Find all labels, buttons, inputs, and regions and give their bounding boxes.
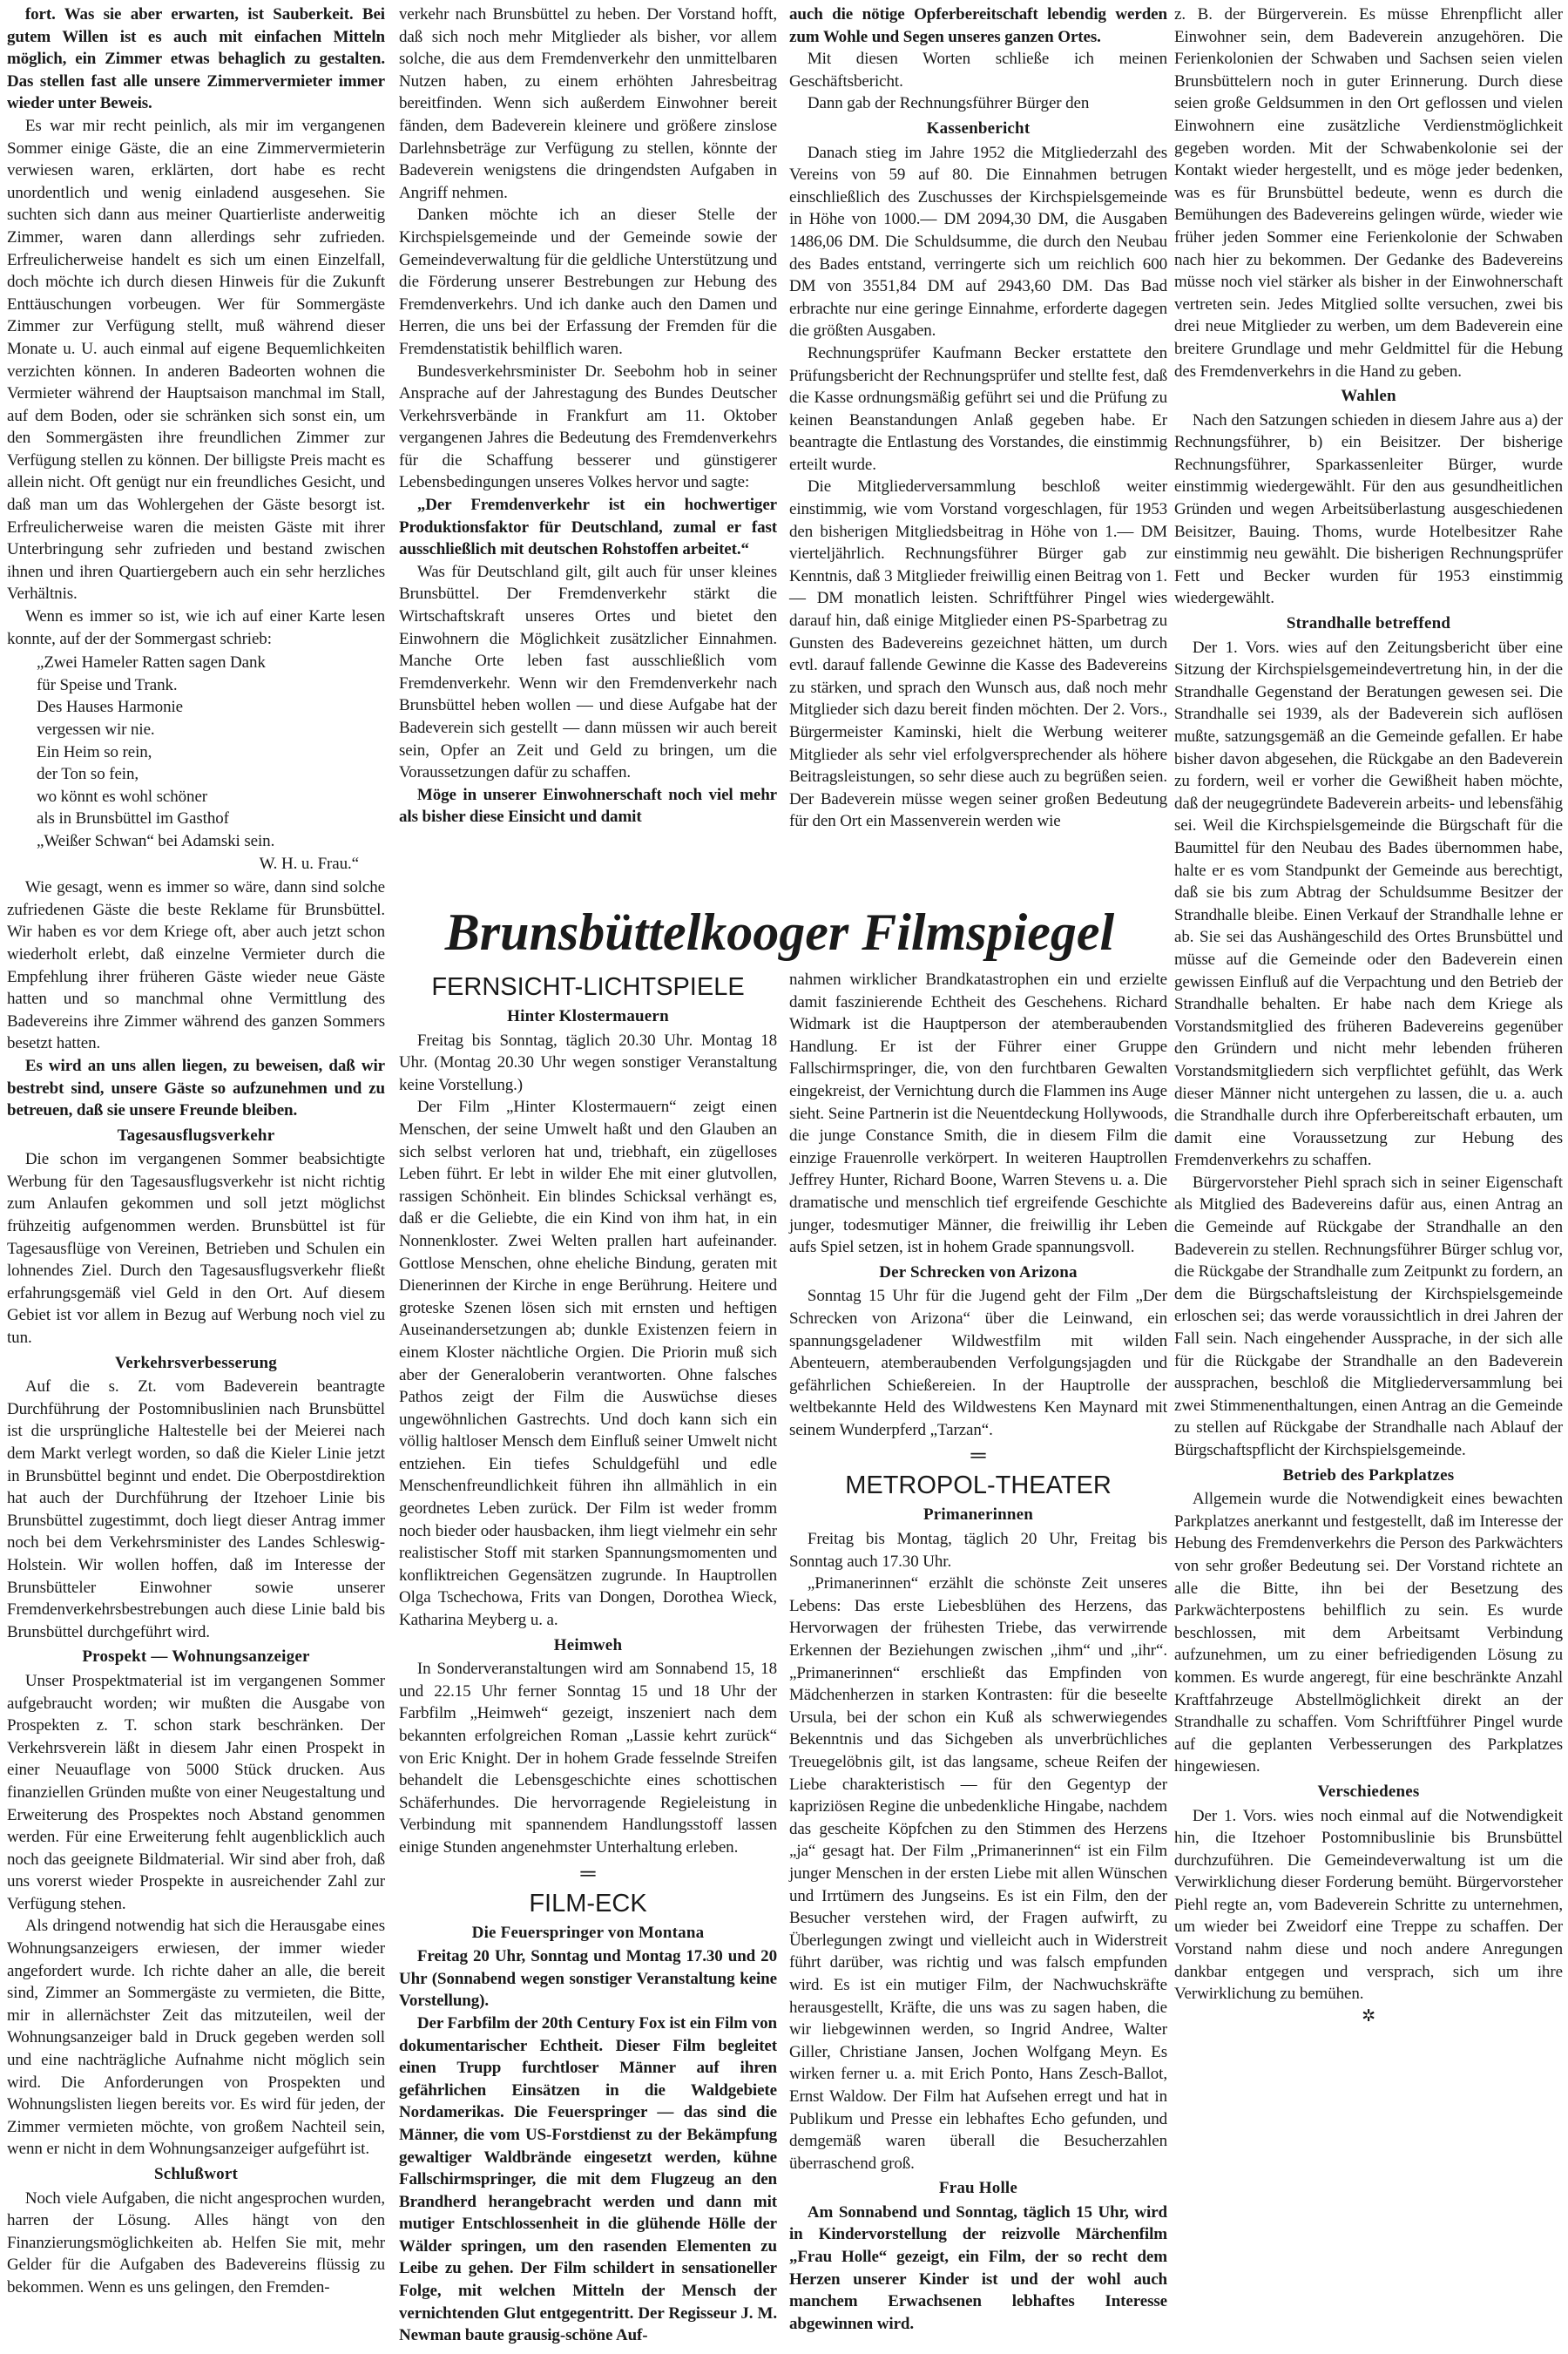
section-heading: Der Schrecken von Arizona [879,1262,1078,1282]
paragraph: Freitag bis Sonntag, täglich 20.30 Uhr. Montag 18 Uhr. (Montag 20.30 Uhr wegen sonstiger Veranstaltung keine Vorstellung.) [399,1031,777,1094]
paragraph: Was für Deutschland gilt, gilt auch für unser kleines Brunsbüttel. Der Fremdenverkehr stärkt die Wirtschaftskraft unseres Ortes und bietet den Einwohnern die Möglichkeit zusätzlicher Einnahmen. Manche Orte leben fast ausschließlich vom Fremdenverkehr. Wenn wir den Fremdenverkehr nach Brunsbüttel heben wollen — und diese Aufgabe hat der Badeverein sich gestellt — dann müssen wir auch bereit sein, Opfer an Zeit und Geld zu bringen, um die Voraussetzungen dafür zu schaffen. [399,562,777,782]
article-column-2 [399,3,777,829]
section-heading: Verkehrsverbesserung [115,1353,277,1372]
poem-line: „Zwei Hameler Ratten sagen Dank [37,653,266,673]
cinema-heading: FERNSICHT-LICHTSPIELE [431,973,745,1001]
section-heading: Prospekt — Wohnungsanzeiger [82,1647,310,1667]
paragraph: Mit diesen Worten schließe ich meinen Geschäftsbericht. [789,50,1167,91]
poem [37,652,385,875]
paragraph: Danach stieg im Jahre 1952 die Mitgliederzahl des Vereins von 59 auf 80. Die Einnahmen betrugen einschließlich des Zuschusses der Kirchspielsgemeinde in Höhe von 1000.— DM 2094,30 DM, die Ausgaben 1486,06 DM. Die Schuldsumme, die durch den Neubau des Bades entstand, verringerte sich um reichlich 600 DM von 3551,84 DM auf 2943,60 DM. Das Bad erbrachte nur eine geringe Einnahme, erforderte dagegen die größten Ausgaben. [789,143,1167,341]
paragraph: Der Farbfilm der 20th Century Fox ist ein Film von dokumentarischer Echtheit. Dieser Film begleitet einen Trupp furchtloser Männer auf ihren gefährlichen Einsätzen in die Waldgebiete Nordamerikas. Die Feuerspringer — das sind die Männer, die vom US-Forstdienst zu der Bekämpfung gewaltiger Waldbrände eingesetzt werden, kühne Fallschirmspringer, die mit dem Flugzeug an den Brandherd herangebracht werden und dann mit mutiger Entschlossenheit in die glühende Hölle der Wälder springen, um den rasenden Elementen zu Leibe zu gehen. Der Film schildert in sensationeller Folge, mit welchen Mitteln der Mensch der vernichtenden Glut entgegentritt. Der Regisseur J. M. Newman baute grausig-schöne Auf- [399,2013,777,2345]
paragraph: Auf die s. Zt. vom Badeverein beantragte Durchführung der Postomnibuslinien nach Brunsbüttel ist die ursprüngliche Haltestelle bei der Meierei nach dem Markt verlegt worden, so daß die Kieler Linie jetzt in Brunsbüttel beginnt und endet. Die Oberpostdirektion hat auch der Durchführung der Itzehoer Linie bis Brunsbüttel zugestimmt, doch liegt dieser Antrag immer noch bei dem Verkehrsminister des Landes Schleswig-Holstein. Wir wollen hoffen, daß im Interesse der Brunsbütteler Einwohner sowie unserer Fremdenverkehrsbestrebungen auch diese Linie bald bis Brunsbüttel durchgeführt wird. [7,1377,385,1641]
article-column-4 [1174,3,1563,2027]
filmspiegel-column-right [789,969,1167,2335]
paragraph: Der 1. Vors. wies noch einmal auf die Notwendigkeit hin, die Itzehoer Postomnibuslinie bis Brunsbüttel durchzuführen. Die Gemeindeverwaltung ist um die Verwirklichung dieser Forderung bemüht. Bürgervorsteher Piehl regte an, vom Badeverein Schritte zu unternehmen, um wieder bei Zweidorf eine Treppe zu schaffen. Der Vorstand nahm diese und noch andere Anregungen dankbar entgegen und versprach, sich um ihre Verwirklichung zu bemühen. [1174,1806,1563,2004]
poem-line: der Ton so fein, [37,765,139,784]
paragraph: Die schon im vergangenen Sommer beabsichtigte Werbung für den Tagesausflugsverkehr ist nicht richtig zum Anlaufen gekommen und soll jetzt möglichst frühzeitig aufgenommen werden. Brunsbüttel ist für Tagesausflüge von Vereinen, Betrieben und Schulen ein lohnendes Ziel. Durch den Tagesausflugsverkehr fließt erfahrungsgemäß viel Geld in den Ort. Auf diesem Gebiet ist vor allem in Bezug auf Werbung noch viel zu tun. [7,1150,385,1348]
paragraph: verkehr nach Brunsbüttel zu heben. Der Vorstand hofft, daß sich noch mehr Mitglieder als bisher, vor allem solche, die aus dem Fremdenverkehr den unmittelbaren Nutzen haben, zu einem erhöhten Jahresbeitrag bereitfinden. Wenn sich außerdem Einwohner bereit fänden, dem Badeverein kleinere und größere zinslose Darlehnsbeträge zur Verfügung zu stellen, könnte der Badeverein wenigstens die dringendsten Aufgaben in Angriff nehmen. [399,5,777,202]
paragraph: z. B. der Bürgerverein. Es müsse Ehrenpflicht aller Einwohner sein, dem Badeverein anzugehören. Die Ferienkolonien der Schwaben und Sachsen seien vielen Brunsbüttelern noch in guter Erinnerung. Durch diese seien große Geldsummen in den Ort geflossen und vielen Einwohnern eine zusätzliche Verdienstmöglichkeit gegeben worden. Mit der Schwabenkolonie sei der Kontakt wieder hergestellt, und es möge jeder bedenken, was es für Brunsbüttel bedeute, wenn es durch die Bemühungen des Badevereins gelingen würde, wieder wie früher jeden Sommer eine Ferienkolonie der Schwaben nach hier zu bekommen. Der Gedanke des Badevereins müsse noch viel stärker als bisher in der Einwohnerschaft vertreten sein. Jedes Mitglied sollte versuchen, zwei bis drei neue Mitglieder zu werben, um dem Badeverein eine breitere Grundlage und mehr Geldmittel für die Hebung des Fremdenverkehrs in die Hand zu geben. [1174,5,1563,381]
paragraph: In Sonderveranstaltungen wird am Sonnabend 15, 18 und 22.15 Uhr ferner Sonntag 15 und 18 Uhr der Farbfilm „Heimweh“ gezeigt, inszeniert nach dem bekannten erfolgreichen Roman „Lassie kehrt zurück“ von Eric Knight. Der in hohem Grade fesselnde Streifen behandelt die Lebensgeschichte eines schottischen Schäferhundes. Die hervorragende Regieleistung in Verbindung mit spannendem Handlungsstoff lassen einige Stunden angenehmster Unterhaltung erleben. [399,1660,777,1857]
section-heading: Verschiedenes [1317,1782,1420,1801]
paragraph: Möge in unserer Einwohnerschaft noch viel mehr als bisher diese Einsicht und damit [399,785,777,827]
paragraph: Sonntag 15 Uhr für die Jugend geht der Film „Der Schrecken von Arizona“ über die Leinwand, ein spannungsgeladener Wildwestfilm mit wilden Abenteuern, atemberaubenden Verfolgungsjagden und gefährlichen Schießereien. In der Hauptrolle der weltbekannte Held des Wildwestens Ken Maynard mit seinem Wunderpferd „Tarzan“. [789,1287,1167,1439]
poem-line: als in Brunsbüttel im Gasthof [37,809,229,829]
filmspiegel-title: Brunsbüttelkooger Filmspiegel [444,903,1115,961]
paragraph: nahmen wirklicher Brandkatastrophen ein und erzielte damit faszinierende Echtheit des Geschehens. Richard Widmark ist die Hauptperson der atemberaubenden Handlung. Er ist der Führer einer Gruppe Fallschirmspringer, die, von den furchtbaren Gewalten eingekreist, der Vernichtung durch die Flammen ins Auge sieht. Seine Partnerin ist die Neuentdeckung Hollywoods, die junge Constance Smith, die in diesem Film die einzige Frauenrolle verkörpert. In weiteren Hauptrollen Jeffrey Hunter, Richard Boone, Warren Stevens u. a. Die dramatische und menschlich tief ergreifende Geschichte junger, todesmutiger Männer, die freiwillig ihr Leben aufs Spiel setzen, ist in hohem Grade spannungsvoll. [789,971,1167,1257]
paragraph: Freitag bis Montag, täglich 20 Uhr, Freitag bis Sonntag auch 17.30 Uhr. [789,1530,1167,1571]
paragraph: Der 1. Vors. wies auf den Zeitungsbericht über eine Sitzung der Kirchspielsgemeindevertretung hin, in der die Strandhalle Gegenstand der Beratungen gewesen sei. Die Strandhalle sei 1939, als der Badeverein sich auflösen mußte, satzungsgemäß an die Gemeinde gefallen. Er habe bisher davon abgesehen, die Rückgabe an den Badeverein zu fordern, weil er vorher die Gewißheit haben möchte, daß der neugegründete Badeverein arbeits- und lebensfähig sei. Weil die Kirchspielsgemeinde die Bürgschaft für die Baumittel für den Neubau des Bades übernommen habe, halte er es vom Standpunkt der Gemeinde aus berechtigt, daß sie bis zum Abtrag der Schuldsumme Besitzer der Strandhalle bleibe. Einen Verkauf der Strandhalle lehne er ab. Sie sei das Aushängeschild des Ortes Brunsbüttel und müsse auf die Gemeinde oder den Badeverein einen gewissen Einfluß auf die Verpachtung und den Betrieb der Strandhalle behalten. Er habe nach dem Kriege als Vorstandsmitglied des früheren Badevereins gegenüber den Gründern und nicht mehr lebenden früheren Vorstandsmitgliedern sich verpflichtet gefühlt, das Werk dieser Männer nicht untergehen zu lassen, die u. a. auch die Strandhalle durch ihre Opferbereitschaft erbauten, um damit eine Voraussetzung zur Hebung des Fremdenverkehrs zu schaffen. [1174,638,1563,1170]
poem-line: Des Hauses Harmonie [37,698,183,717]
section-heading: Heimweh [553,1635,623,1654]
poem-signature: W. H. u. Frau.“ [259,854,359,873]
paragraph: „Der Fremdenverkehr ist ein hochwertiger Produktionsfaktor für Deutschland, zumal er fast ausschließlich mit deutschen Rohstoffen arbeitet.“ [399,496,777,559]
section-heading: Frau Holle [938,2179,1018,2198]
divider: ═ [580,1862,596,1885]
paragraph: Es war mir recht peinlich, als mir im vergangenen Sommer einige Gäste, die an eine Zimmervermieterin verwiesen waren, erklärten, dort habe es recht unordentlich und wenig einladend ausgesehen. Sie suchten sich dann aus meiner Quartierliste anderweitig Zimmer, waren dann allerdings sehr zufrieden. Erfreulicherweise handelt es sich um einen Einzelfall, doch möchte ich durch diesen Hinweis für die Zukunft Enttäuschungen vorbeugen. Wer für Sommergäste Zimmer zur Verfügung stellt, muß während dieser Monate u. U. auch einmal auf eigene Bequemlichkeiten verzichten können. In anderen Badeorten wohnen die Vermieter während der Hauptsaison manchmal im Stall, auf dem Boden, oder sie schränken sich sonst ein, um den Sommergästen ihre freundlichen Zimmer zur Verfügung stellen zu können. Der billigste Preis macht es allein nicht. Oft genügt nur ein freundliches Gesicht, und daß man um das Wohlergehen der Gäste besorgt ist. Erfreulicherweise waren die meisten Gäste mit ihrer Unterbringung sehr zufrieden und bestand zwischen ihnen und ihren Quartiergebern auch ein sehr herzliches Verhältnis. [7,116,385,604]
filmspiegel-column-left [399,969,777,2347]
paragraph: Die Mitgliederversammlung beschloß weiter einstimmig, wie vom Vorstand vorgeschlagen, für 1953 den bisherigen Mitgliedsbeitrag in Höhe von 1.— DM vierteljährlich. Rechnungsführer Bürger gab zur Kenntnis, daß 3 Mitglieder freiwillig einen Beitrag von 1.— DM monatlich leisten. Schriftführer Pingel wies darauf hin, daß einige Mitglieder einen PS-Sparbetrag zu Gunsten des Badevereins gezeichnet hätten, um durch evtl. darauf fallende Gewinne die Kasse des Badevereins zu stärken, und sprach den Wunsch aus, daß noch mehr Mitglieder sich dazu bereit finden möchten. Der 2. Vors., Bürgermeister Kaminski, hielt die Werbung weiterer Mitglieder als sehr viel erfolgversprechender als höhere Beitragsleistungen, so sehr diese auch zu begrüßen seien. Der Badeverein müsse wegen seiner großen Bedeutung für den Ort ein Massenverein werden wie [789,477,1167,831]
cinema-heading: METROPOL-THEATER [845,1471,1112,1500]
article-column-1 [7,3,385,2299]
poem-line: für Speise und Trank. [37,675,178,694]
paragraph: Wenn es immer so ist, wie ich auf einer Karte lesen konnte, auf der der Sommergast schrieb: [7,607,385,648]
paragraph: „Primanerinnen“ erzählt die schönste Zeit unseres Lebens: Das erste Liebesblühen des Herzens, das Hervorwagen der frühesten Triebe, das verwirrende Erkennen der Beziehungen zwischen „ihm“ und „ihr“. „Primanerinnen“ erschließt das Empfinden von Mädchenherzen in starken Kontrasten: für die beseelte Ursula, bei der schon ein Kuß als schwerwiegendes Bekenntnis und das Sichgeben als unverbrüchliches Treuegelöbnis gilt, ist das langsame, scheue Reifen der Liebe charakteristisch — für den Gegentyp der kapriziösen Regine die unbedenkliche Hingabe, nachdem das gescheite Köpfchen zu den Stimmen des Herzens „ja“ gesagt hat. Der Film „Primanerinnen“ ist ein Film junger Menschen in der ersten Liebe mit allen Wünschen und Irrtümern des Jungseins. Es ist ein Film, den der Besucher verstehen wird, der Fragen aufwirft, zu Überlegungen zwingt und vielleicht auch in Widerstreit führt darüber, was richtig und was falsch empfunden wird. Es ist ein mutiger Film, der Nachwuchskräfte herausgestellt, Kräfte, die uns was zu sagen haben, die wir liebgewinnen werden, so Ingrid Andree, Walter Giller, Christiane Jansen, Jochen Wolfgang Meyn. Es wirken ferner u. a. mit Erich Ponto, Hans Zesch-Ballot, Ernst Waldow. Der Film hat Aufsehen erregt und hat in Publikum und Presse ein lebhaftes Echo gefunden, und demgemäß waren überall die Besucherzahlen überraschend groß. [789,1574,1167,2173]
poem-line: „Weißer Schwan“ bei Adamski sein. [37,831,275,850]
poem-line: vergessen wir nie. [37,720,155,739]
paragraph: Der Film „Hinter Klostermauern“ zeigt einen Menschen, der seine Umwelt haßt und den Glauben an sich selbst verloren hat und, triebhaft, ein zügelloses Leben führt. Er lebt in wilder Ehe mit einer glutvollen, rassigen Schönheit. Ein blindes Schicksal verhängt es, daß er die Geliebte, die ein Kind von ihm hat, in ein Nonnenkloster. Zwei Welten prallen hart aufeinander. Gottlose Menschen, ohne eheliche Bindung, geraten mit Dienerinnen der Kirche in enge Berührung. Heitere und groteske Szenen lösen sich mit ernsten und heftigen Auseinandersetzungen ab; dunkle Existenzen feiern in einem Kloster nächtliche Orgien. Die Priorin muß sich aber der Generaloberin verantworten. Ohne falsches Pathos zeigt der Film die Auswüchse dieses ungewöhnlichen Gastrechts. Und doch kann sich ein völlig haltloser Mensch dem Einfluß seiner Umwelt nicht entziehen. Ein tiefes Schuldgefühl und edle Menschenfreundlichkeit führen ihn allmählich in ein geordnetes Leben zurück. Der Film ist weder fromm noch bieder oder hausbacken, ihm liegt vielmehr ein sehr realistischer Stoff mit starken Spannungsmomenten und konfliktreichen Gegensätzen zugrunde. In Hauptrollen Olga Tschechowa, Frits van Dongen, Dorothea Wieck, Katharina Meyberg u. a. [399,1098,777,1630]
paragraph: Unser Prospektmaterial ist im vergangenen Sommer aufgebraucht worden; wir mußten die Ausgabe von Prospekten z. T. schon stark beschränken. Der Verkehrsverein läßt in diesem Jahr einen Prospekt in einer Neuauflage von 5000 Stück drucken. Aus finanziellen Gründen mußte von einer Neugestaltung und Erweiterung des Prospektes noch Abstand genommen werden. Für eine Erweiterung fehlt augenblicklich auch noch das geeignete Bildmaterial. Wir sind aber froh, daß uns vorerst wieder Prospekte in ausreichender Zahl zur Verfügung stehen. [7,1671,385,1913]
section-heading: Kassenbericht [926,118,1031,138]
section-heading: Hinter Klostermauern [507,1007,669,1025]
poem-line: wo könnt es wohl schöner [37,787,208,806]
section-heading: Primanerinnen [923,1505,1034,1525]
paragraph: Danken möchte ich an dieser Stelle der Kirchspielsgemeinde und der Gemeinde sowie der Gemeindeverwaltung für die geldliche Unterstützung und die Förderung unserer Bestrebungen zur Hebung des Fremdenverkehrs. Und ich danke auch den Damen und Herren, die uns bei der Erfassung der Fremden für die Fremdenstatistik behilflich waren. [399,206,777,358]
paragraph: Es wird an uns allen liegen, zu beweisen, daß wir bestrebt sind, unsere Gäste so aufzunehmen und zu betreuen, daß sie unsere Freunde bleiben. [7,1056,385,1120]
section-heading: Schlußwort [154,2165,238,2183]
paragraph: Noch viele Aufgaben, die nicht angesprochen wurden, harren der Lösung. Alles hängt von den Finanzierungsmöglichkeiten ab. Helfen Sie mit, mehr Gelder für die Aufgaben des Badevereins flüssig zu bekommen. Wenn es uns gelingen, den Fremden- [7,2188,385,2297]
paragraph: Bundesverkehrsminister Dr. Seebohm hob in seiner Ansprache auf der Jahrestagung des Bundes Deutscher Verkehrsverbände in Frankfurt am 11. Oktober vergangenen Jahres die Bedeutung des Fremdenverkehrs für die Schaffung besserer und günstigerer Lebensbedingungen unseres Volkes hervor und sagte: [399,362,777,492]
paragraph: Dann gab der Rechnungsführer Bürger den [807,94,1090,113]
paragraph: Am Sonnabend und Sonntag, täglich 15 Uhr, wird in Kindervorstellung der reizvolle Märchenfilm „Frau Holle“ gezeigt, ein Film, der so recht dem Herzen unserer Kinder ist und der wohl auch manchem Erwachsenen lebhaftes Interesse abgewinnen wird. [789,2202,1167,2333]
paragraph: Bürgervorsteher Piehl sprach sich in seiner Eigenschaft als Mitglied des Badevereins dafür aus, einen Antrag an die Gemeinde auf Rückgabe der Strandhalle an den Badeverein zu stellen. Rechnungsführer Bürger schlug vor, die Rückgabe der Strandhalle zum Zeitpunkt zu fordern, an dem die Bürgschaftsleistung der Kirchspielsgemeinde erloschen sei; das werde voraussichtlich in drei Jahren der Fall sein. Nach eingehender Aussprache, in der sich alle für die Rückgabe der Strandhalle an den Badeverein aussprachen, beschloß die Mitgliederversammlung bei zwei Stimmenenthaltungen, einen Antrag an die Gemeinde zu stellen auf Rückgabe der Strandhalle nach Ablauf der Bürgschaftspflicht der Kirchspielsgemeinde. [1174,1173,1563,1459]
section-heading: Strandhalle betreffend [1286,614,1451,633]
article-column-3 [789,3,1167,833]
section-heading: Die Feuerspringer von Montana [471,1923,705,1942]
cinema-heading: FILM-ECK [529,1889,647,1918]
poem-line: Ein Heim so rein, [37,742,152,761]
section-heading: Tagesausflugsverkehr [117,1126,275,1145]
paragraph: Rechnungsprüfer Kaufmann Becker erstattete den Prüfungsbericht der Rechnungsprüfer und stellte fest, daß die Kasse ordnungsmäßig geführt sei und die Prüfung zu keinen Beanstandungen Anlaß gegeben habe. Er beantragte die Entlastung des Vorstandes, die einstimmig erteilt wurde. [789,343,1167,474]
paragraph: Allgemein wurde die Notwendigkeit eines bewachten Parkplatzes anerkannt und festgestellt, daß im Interesse der Hebung des Fremdenverkehrs die Person des Parkwächters von sehr großer Bedeutung sei. Der Vorstand richtete an alle die Bitte, ihn bei der Besetzung des Parkwächterpostens behilflich zu sein. Es wurde beschlossen, mit dem Arbeitsamt Verbindung aufzunehmen, um zu einer befriedigenden Lösung zu kommen. Es wurde angeregt, für eine beschränkte Anzahl Kraftfahrzeuge Abstellmöglichkeit direkt an der Strandhalle zu schaffen. Vom Schriftführer Pingel wurde auf die geplanten Verbesserungen des Parkplatzes hingewiesen. [1174,1490,1563,1776]
divider: ═ [970,1444,986,1468]
paragraph: Wie gesagt, wenn es immer so wäre, dann sind solche zufriedenen Gäste die beste Reklame für Brunsbüttel. Wir haben es vor dem Kriege oft, aber auch jetzt schon wiederholt erlebt, daß einzelne Vermieter durch die Empfehlung ihrer früheren Gäste wieder neue Gäste hatten und so manchmal ohne Vermittlung des Badevereins ihre Zimmer während des ganzen Sommers besetzt hatten. [7,878,385,1053]
section-heading: Betrieb des Parkplatzes [1282,1465,1455,1485]
end-ornament: ✲ [1362,2006,1375,2026]
paragraph: Als dringend notwendig hat sich die Herausgabe eines Wohnungsanzeigers erwiesen, der immer wieder angefordert wurde. Ich richte daher an alle, die bereit sind, Zimmer an Sommergäste zu vermieten, die Bitte, mir in allernächster Zeit das mitzuteilen, weil der Wohnungsanzeiger bald in Druck gegeben werden soll und eine nachträgliche Aufnahme nicht möglich sein wird. Die Anforderungen von Prospekten und Wohnungslisten liegen bereits vor. Es wird für jeden, der Zimmer vermieten möchte, von großem Nachteil sein, wenn er nicht in dem Wohnungsanzeiger aufgeführt ist. [7,1917,385,2159]
paragraph: Nach den Satzungen schieden in diesem Jahre aus a) der Rechnungsführer, b) ein Beisitzer. Der bisherige Rechnungsführer, Sparkassenleiter Bürger, wurde einstimmig wiedergewählt. Für den aus gesundheitlichen Gründen und wegen Arbeitsüberlastung ausgeschiedenen Beisitzer, Bauing. Thoms, wurde Hotelbesitzer Rahe einstimmig neu gewählt. Die bisherigen Rechnungsprüfer Fett und Becker wurden für 1953 einstimmig wiedergewählt. [1174,410,1563,608]
section-heading: Wahlen [1341,387,1396,406]
paragraph: fort. Was sie aber erwarten, ist Sauberkeit. Bei gutem Willen ist es auch mit einfachen Mitteln möglich, ein Zimmer etwas behaglich zu gestalten. Das stellen fast alle unsere Zimmervermieter immer wieder unter Beweis. [7,5,385,113]
paragraph: auch die nötige Opferbereitschaft lebendig werden zum Wohle und Segen unseres ganzen Ortes. [789,5,1167,46]
paragraph: Freitag 20 Uhr, Sonntag und Montag 17.30 und 20 Uhr (Sonnabend wegen sonstiger Veranstaltung keine Vorstellung). [399,1947,777,2011]
